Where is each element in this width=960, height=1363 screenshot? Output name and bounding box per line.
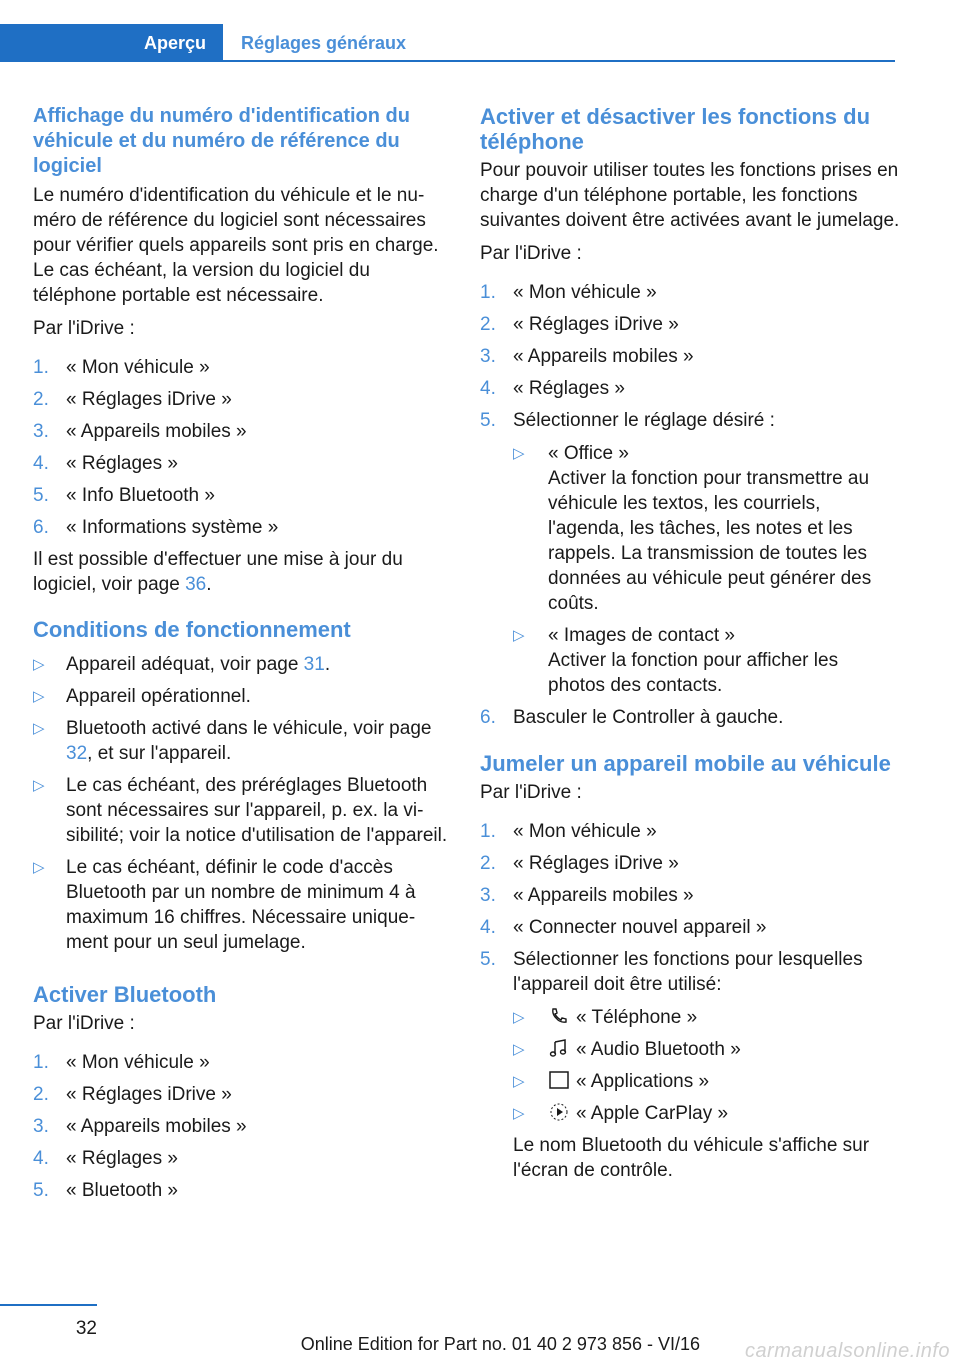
- section-title-phone-functions: Activer et désactiver les fonctions du téléphone: [480, 104, 871, 154]
- list-item: 5. « Info Bluetooth »: [33, 485, 215, 506]
- list-item: ▷ « Office »: [513, 443, 629, 464]
- tab-reglages-generaux[interactable]: Réglages généraux: [241, 32, 407, 53]
- list-item: 5. « Bluetooth »: [33, 1180, 178, 1201]
- list-item: 3. « Appareils mobiles »: [33, 421, 247, 442]
- list-item: 3. « Appareils mobiles »: [33, 1116, 247, 1137]
- section-title-conditions: Conditions de fonctionnement: [33, 617, 351, 642]
- list-item: 3. « Appareils mobiles »: [480, 346, 694, 367]
- list-item: ▷ Appareil opérationnel.: [33, 686, 251, 707]
- option-description: Activer la fonction pour transmettre au véhicule les textos, les courriels, l'agenda, les tâches, les notes et les rappels. La transmission de toutes les données au véhicule peut générer des coûts.: [548, 468, 872, 614]
- idrive-label: Par l'iDrive :: [33, 318, 135, 339]
- list-item: ▷ « Téléphone »: [513, 1007, 698, 1028]
- list-item: 1. « Mon véhicule »: [33, 357, 210, 378]
- right-column: [480, 104, 900, 1190]
- music-note-icon: [548, 1038, 570, 1058]
- page-link[interactable]: 36: [185, 574, 207, 595]
- section-paragraph: Pour pouvoir utiliser toutes les fonctions prises en charge d'un téléphone portable, les fonctions suivantes doivent être activées avant le jumelage.: [480, 160, 900, 231]
- section-paragraph: Le numéro d'identification du véhicule et le numéro de référence du logiciel sont nécessaires pour vérifier quels appareils sont pris en charge. Le cas échéant, la version du logiciel du téléphone portable est nécessaire.: [33, 185, 439, 306]
- section-title-pairing: Jumeler un appareil mobile au véhicule: [480, 751, 891, 776]
- list-item: 6. « Informations système »: [33, 517, 279, 538]
- list-item: 4. « Connecter nouvel appareil »: [480, 917, 767, 938]
- section-title-vin: Affichage du numéro d'identification du véhicule et du numéro de référence du logiciel: [33, 105, 410, 177]
- list-item: 1. « Mon véhicule »: [480, 821, 657, 842]
- left-column: [33, 104, 448, 1210]
- conditions-list: [33, 652, 448, 955]
- header-divider: [0, 60, 895, 62]
- phone-icon: [548, 1006, 570, 1026]
- steps-list-pairing: [480, 819, 900, 1183]
- steps-list-bluetooth: [33, 1050, 448, 1203]
- idrive-label: Par l'iDrive :: [33, 1013, 135, 1034]
- watermark: carmanualsonline.info: [744, 1340, 950, 1362]
- page-number: 32: [75, 1318, 97, 1339]
- idrive-label: Par l'iDrive :: [480, 782, 582, 803]
- footer-divider: [0, 1304, 97, 1306]
- list-item: ▷ « Images de contact »: [513, 625, 735, 646]
- page-header: [0, 0, 895, 62]
- list-item: ▷ « Audio Bluetooth »: [513, 1039, 741, 1060]
- page-link[interactable]: 32: [66, 743, 88, 764]
- steps-list-phone: [480, 280, 900, 730]
- list-item: 2. « Réglages iDrive »: [33, 1084, 232, 1105]
- section-title-activer-bluetooth: Activer Bluetooth: [33, 982, 217, 1007]
- list-item: 4. « Réglages »: [33, 1148, 178, 1169]
- list-item: ▷ Appareil adéquat, voir page 31.: [33, 654, 331, 675]
- page-link[interactable]: 31: [303, 654, 325, 675]
- list-item: ▷ Le cas échéant, des préréglages Bluetooth sont nécessaires sur l'appareil, p. ex. la visibilité; voir la notice d'utilisation de l'appareil.: [33, 775, 448, 846]
- list-item: 2. « Réglages iDrive »: [480, 853, 679, 874]
- list-item: 2. « Réglages iDrive »: [480, 314, 679, 335]
- update-paragraph: Il est possible d'effectuer une mise à jour du logiciel, voir page 36.: [33, 549, 403, 595]
- option-description: Activer la fonction pour afficher les photos des contacts.: [548, 650, 839, 696]
- applications-icon: [548, 1070, 570, 1090]
- list-item: 5. Sélectionner le réglage désiré : ▷ « Office » Activer la fonction pour transmettre au véhicule les textos, les courriels, l'agenda, les tâches, les notes et les rappels. La transmission de toutes les données au véhicule peut générer des coûts. ▷ « Images de contact » Activer la fonction pour afficher les photos des contacts.: [480, 408, 900, 698]
- list-item: 1. « Mon véhicule »: [480, 282, 657, 303]
- list-item: 6. Basculer le Controller à gauche.: [480, 707, 784, 728]
- list-item: ▷ Le cas échéant, définir le code d'accès Bluetooth par un nombre de minimum 4 à maximum 16 chiffres. Nécessaire uniquement pour un seul jumelage.: [33, 857, 416, 953]
- list-item: ▷ Bluetooth activé dans le véhicule, voir page 32, et sur l'appareil.: [33, 718, 432, 764]
- list-item: ▷ « Apple CarPlay »: [513, 1103, 729, 1124]
- list-item: 1. « Mon véhicule »: [33, 1052, 210, 1073]
- list-item: 4. « Réglages »: [480, 378, 625, 399]
- list-item: 2. « Réglages iDrive »: [33, 389, 232, 410]
- closing-paragraph: Le nom Bluetooth du véhicule s'affiche sur l'écran de contrôle.: [513, 1135, 870, 1181]
- carplay-icon: [548, 1102, 570, 1122]
- edition-footer: Online Edition for Part no. 01 40 2 973 856 - VI/16: [300, 1334, 700, 1354]
- list-item: ▷ « Applications »: [513, 1071, 710, 1092]
- steps-list-vin: [33, 355, 448, 540]
- tab-apercu[interactable]: Aperçu: [0, 24, 223, 62]
- list-item: 5. Sélectionner les fonctions pour lesquelles l'appareil doit être utilisé: ▷ « Téléphone » ▷ « Audio Bluetooth » ▷ « Applications » ▷ « Apple CarPlay » Le nom Bluetooth du véhicule s'affiche sur l'écran de contrôle.: [480, 947, 900, 1183]
- list-item: 4. « Réglages »: [33, 453, 178, 474]
- list-item: 3. « Appareils mobiles »: [480, 885, 694, 906]
- idrive-label: Par l'iDrive :: [480, 243, 582, 264]
